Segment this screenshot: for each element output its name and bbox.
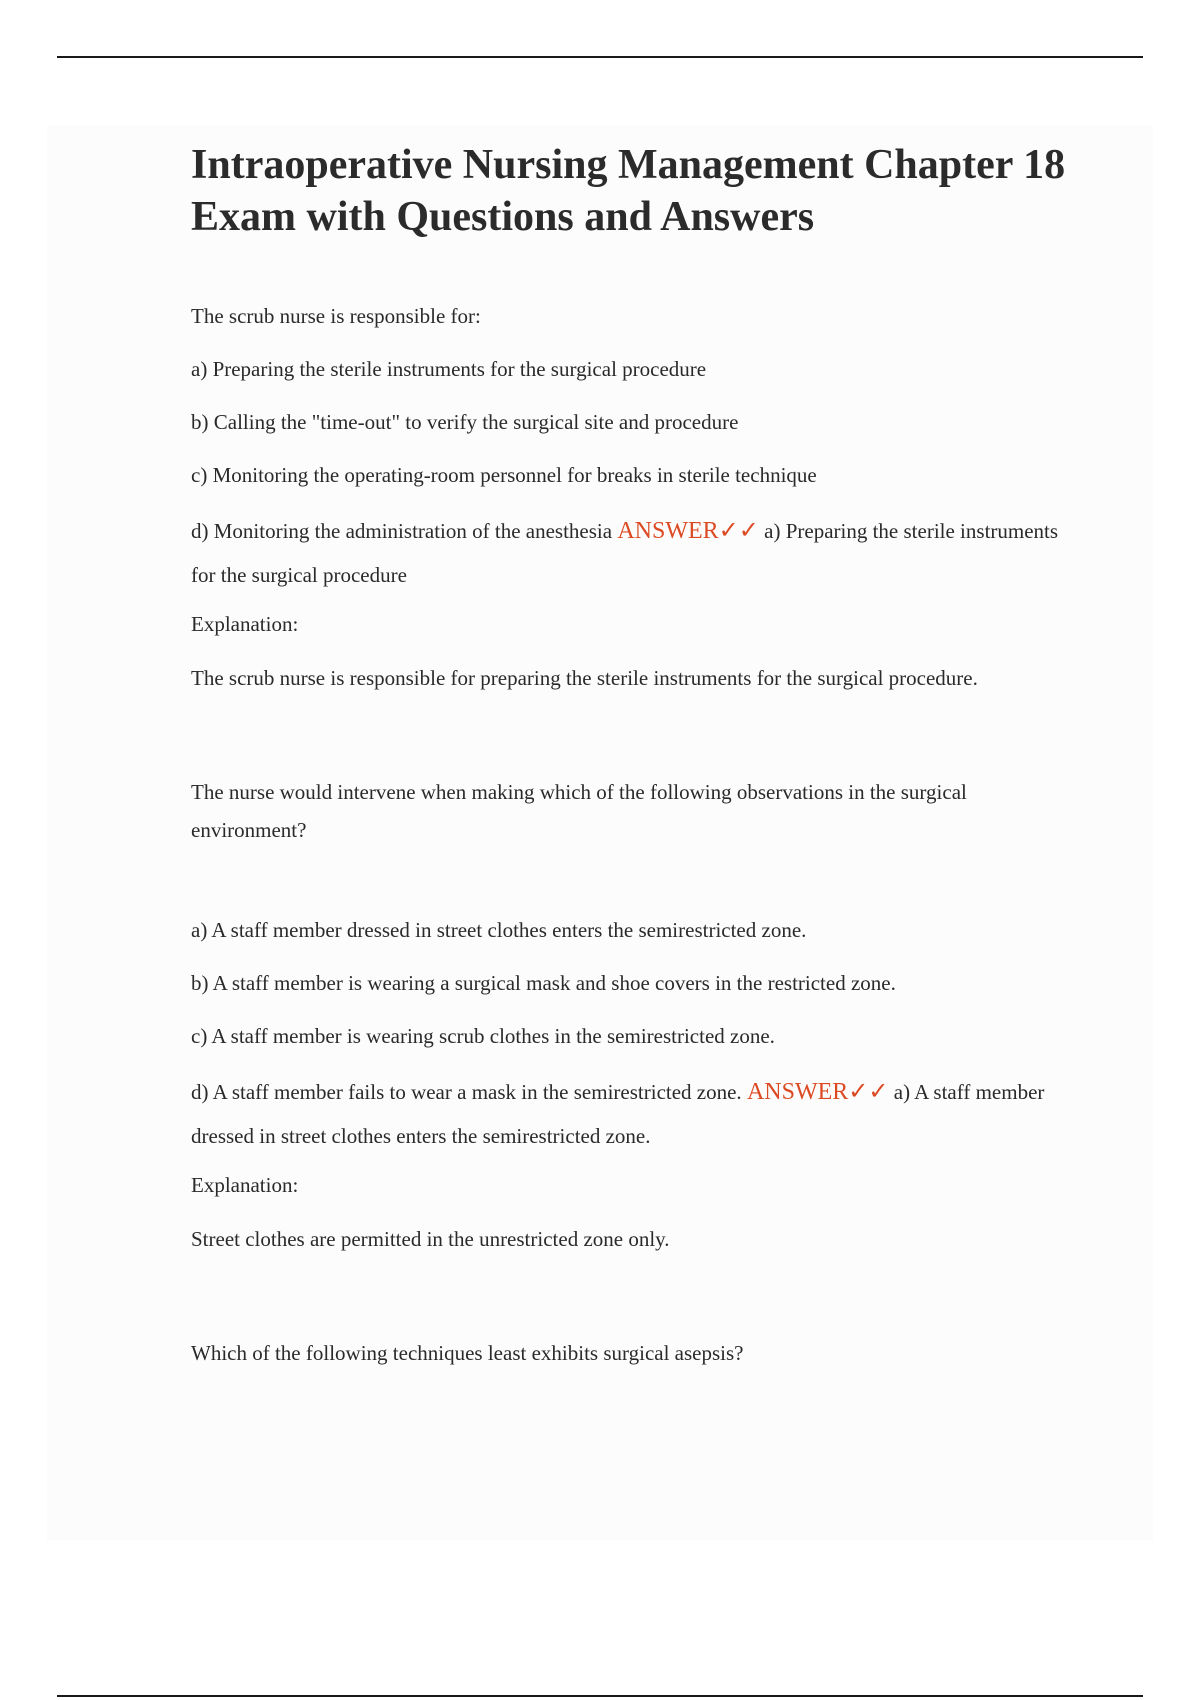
top-rule [57, 56, 1143, 58]
question-1-prompt: The scrub nurse is responsible for: [191, 304, 481, 328]
answer-label: ANSWER✓✓ [617, 518, 759, 544]
question-2-option-d: d) A staff member fails to wear a mask in the semirestricted zone. [191, 1080, 742, 1104]
question-2-option-d-with-answer [191, 1070, 1071, 1158]
question-2-explanation-label: Explanation: [191, 1173, 299, 1197]
question-2-option-a: a) A staff member dressed in street clothes enters the semirestricted zone. [191, 918, 807, 942]
answer-label: ANSWER✓✓ [746, 1079, 889, 1105]
question-1-option-a: a) Preparing the sterile instruments for the surgical procedure [191, 357, 707, 381]
question-2-explanation: Street clothes are permitted in the unrestricted zone only. [191, 1227, 670, 1251]
question-1-option-d: d) Monitoring the administration of the anesthesia [191, 519, 613, 543]
spacer [191, 1258, 1071, 1334]
question-2-option-b: b) A staff member is wearing a surgical mask and shoe covers in the restricted zone. [191, 971, 896, 995]
question-1-option-b: b) Calling the "time-out" to verify the surgical site and procedure [191, 410, 739, 434]
question-3-prompt: Which of the following techniques least exhibits surgical asepsis? [191, 1341, 744, 1365]
question-1-explanation: The scrub nurse is responsible for preparing the sterile instruments for the surgical procedure. [191, 666, 978, 690]
question-2-option-c: c) A staff member is wearing scrub clothes in the semirestricted zone. [191, 1024, 775, 1048]
question-2-answer: a) A staff member dressed in street clothes enters the semirestricted zone. [191, 1080, 1045, 1148]
spacer [191, 697, 1071, 773]
spacer [191, 849, 1071, 911]
question-1-explanation-label: Explanation: [191, 612, 299, 636]
question-1-option-d-with-answer [191, 509, 1071, 597]
question-1-answer: a) Preparing the sterile instruments for the surgical procedure [191, 519, 1059, 587]
page-title: Intraoperative Nursing Management Chapter 18 Exam with Questions and Answers [191, 142, 1066, 240]
bottom-rule [57, 1695, 1143, 1697]
document-content [191, 139, 1071, 1372]
question-2-prompt: The nurse would intervene when making which of the following observations in the surgical environment? [191, 780, 967, 842]
question-1-option-c: c) Monitoring the operating-room personnel for breaks in sterile technique [191, 463, 817, 487]
